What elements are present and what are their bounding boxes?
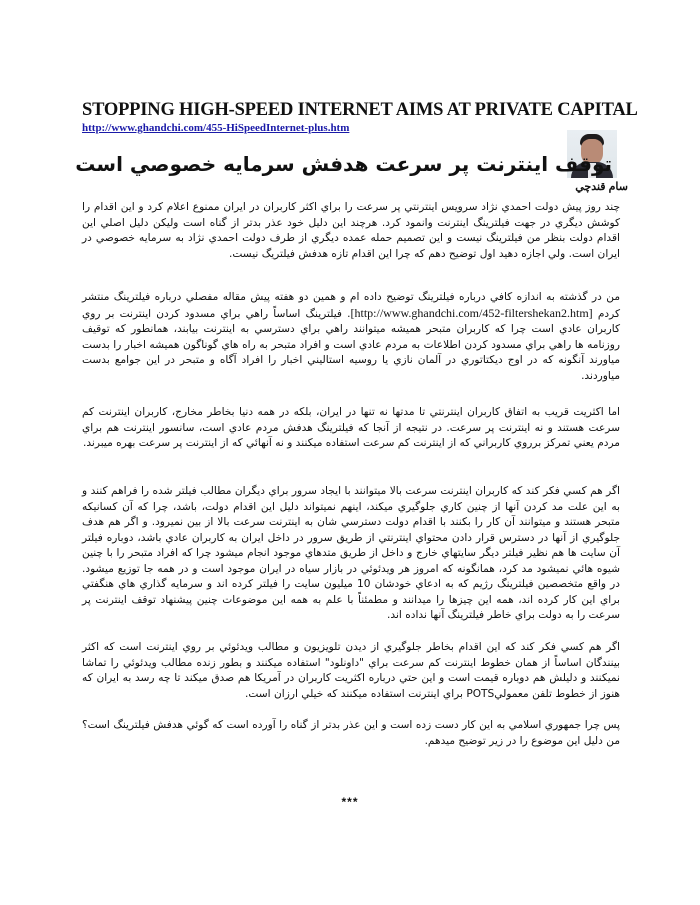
- paragraph-1: چند روز پيش دولت احمدي نژاد سرويس اينترنتي پر سرعت را براي اكثر كاربران در ايران ممنوع اعلام كرد و اين اقدام را كوشش ديگري در جهت فيلترينگ اينترنت وانمود كرد. هرچند اين دليل خود عذر بدتر از گناه است وليكن دليل اصلي اين اقدام دولت بنظر من فيلترينگ نيست و اين تصميم حمله عمده ديگري از طرف دولت احمدي نژاد به سرمايه خصوصي در ايران است. ولي اجازه دهيد اول توضيح دهم كه چرا اين اقدام تازه هدفش فيلتريگ نيست.: [82, 201, 620, 260]
- persian-title: توقف اينترنت پر سرعت هدفش سرمايه خصوصي است: [75, 152, 612, 176]
- paragraph-4: اگر هم كسي فكر كند كه كاربران اينترنت سرعت بالا ميتوانند با ايجاد سرور براي ديگران مطالب فيلتر شده را فراهم كنند و به اين علت مد كردن آنها از چنين كاري جلوگيري ميكند، اينهم نميتواند دليل اين اقدام دولت، باشد، چرا كه آن كسانيكه متبحر هستند و ميتوانند آن كار را بكنند با اقدام دولت دسترسي شان به اينترنت سرعت بالا از بين نميرود. و اگر هم هدف جلوگيري از آنها در دسترس قرار دادن محتواي اينترنتي از طريق سرور در داخل ايران به كاربران عادي باشد، دوباره فيلتر آن سايت ها هم نظير فيلتر ديگر سايتهاي خارج و داخل از طريق متدهاي موجود انجام ميشود چرا كه افراد متبحر را با چنين شيوه هائي نميشود مد كرد، همانگونه كه امروز هر ويدئوئي در بازار سياه در ايران موجود است و در همه جا توزيع ميشود. در واقع متخصصين فيلترينگ رژيم كه به ادعاي خودشان 10 ميليون سايت را فيلتر كرده اند و سرمايه گذاري هاي هنگفتي براي اين كار كرده اند، همه اين چيزها را ميدانند و مطمئناً با علم به همه اين موضوعات چنين پيشنهاد توقف اينترنت پر سرعت را به دولت براي خاطر فيلترينگ آنها نداده اند.: [82, 485, 620, 621]
- section-separator: ***: [341, 795, 359, 809]
- paragraph-2-text-b: . فيلترينگ اساساً راهي براي مسدود كردن اينترنت بر روي كاربران عادي است چرا كه كاربران متبحر هميشه ميتوانند راهي براي دسترسي به اينترنت بيابند، همانطور كه توقيف روزنامه ها راهي براي مسدود كردن اطلاعات به مردم عادي است و افراد متبحر به راه هاي گوناگون هميشه اخبار را بدست مياورند آنگونه كه در اوج ديكتاتوري در آلمان نازي يا روسيه استاليني اخبار را افراد آگاه و متبحر در اين جوامع بدست مياوردند.: [82, 307, 620, 382]
- paragraph-5: اگر هم كسي فكر كند كه اين اقدام بخاطر جلوگيري از ديدن تلويزيون و مطالب ويدئوئي بر روي اينترنت است كه اكثر بينندگان اساساً از همان خطوط اينترنت كم سرعت براي "داونلود" استفاده ميكنند و بطور زنده مطالب ويدئوئي را تماشا نميكنند و دليلش هم دوباره قيمت است و اين حتي درباره اكثريت كاربران در آمريكا هم صدق ميكند تا چه رسد به ايران كه هنوز از خطوط تلفن معموليPOTS براي اينترنت استفاده ميكنند كه خيلي ارزان است.: [82, 641, 620, 700]
- english-title: STOPPING HIGH-SPEED INTERNET AIMS AT PRIVATE CAPITAL: [82, 100, 638, 120]
- filtershekan-link[interactable]: [http://www.ghandchi.com/452-filtershekan2.htm]: [350, 305, 593, 320]
- paragraph-6: پس چرا جمهوري اسلامي به اين كار دست زده است و اين عذر بدتر از گناه را آورده است كه گوئي هدفش فيلترينگ است؟ من دليل اين موضوع را در زير توضيح ميدهم.: [82, 719, 620, 747]
- paragraph-2: [82, 290, 620, 384]
- paragraph-2-text-a: من در گذشته به اندازه كافي درباره فيلترينگ توضيح داده ام و همين دو هفته پيش مقاله مفصلي درباره فيلترينگ منتشر كردم: [82, 291, 620, 320]
- paragraph-3: اما اكثريت قريب به اتفاق كاربران اينترنتي تا مدتها نه تنها در ايران، بلكه در همه دنيا بخاطر مخارج، كاربران اينترنت كم سرعت هستند و نه اينترنت پر سرعت. در نتيجه از آنجا كه فيلترينگ هدفش مردم عادي است، سانسور اينترنت هم براي مردم يعني تمركز برروي كاربراني كه از اينترنت كم سرعت استفاده ميكنند و نه آنهائي كه از اينترنت پر سرعت بهره ميبرند.: [82, 406, 620, 449]
- article-url-link[interactable]: http://www.ghandchi.com/455-HiSpeedInternet-plus.htm: [82, 122, 350, 134]
- author-name: سام قندچي: [575, 181, 628, 193]
